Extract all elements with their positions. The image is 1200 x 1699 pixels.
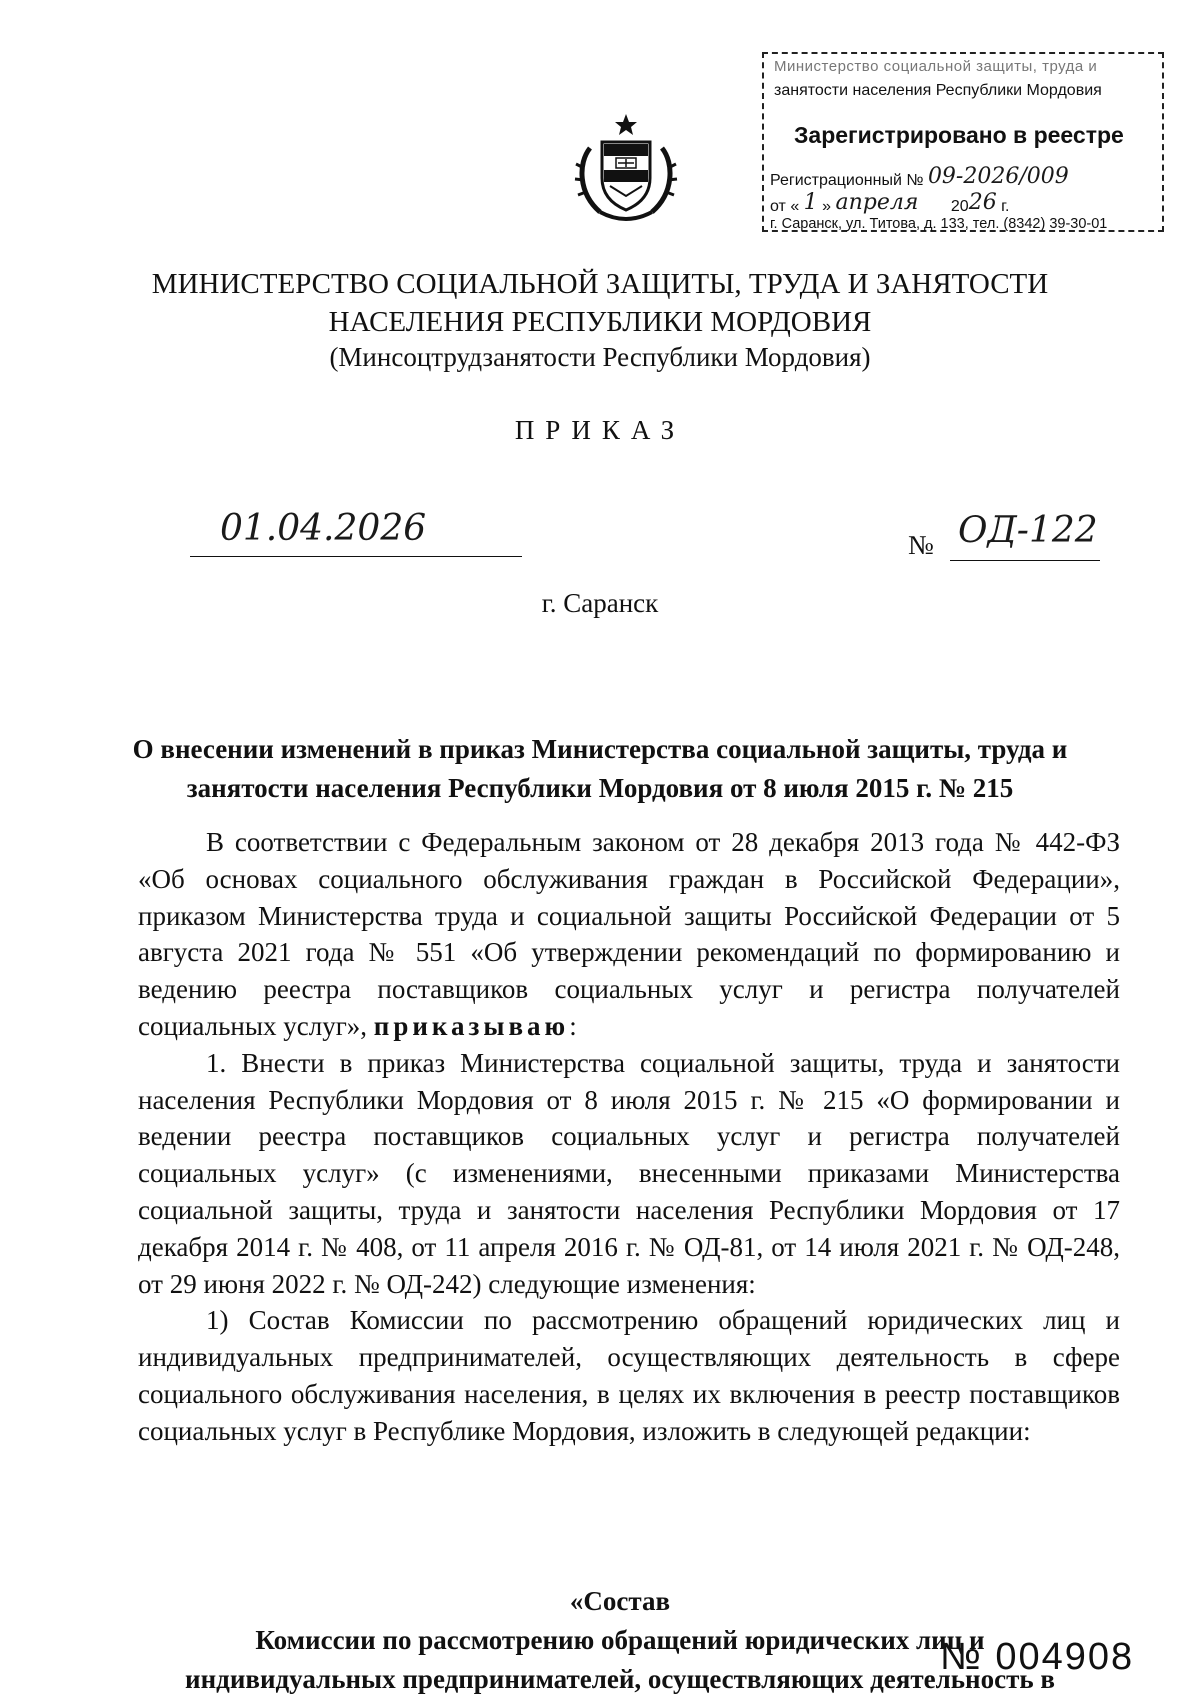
order-date-handwritten: 01.04.2026 xyxy=(220,508,427,549)
order-number-underline xyxy=(950,560,1100,561)
composition-line3: индивидуальных предпринимателей, осуществляющих деятельность в xyxy=(185,1664,1055,1694)
coat-of-arms-icon xyxy=(570,108,682,228)
stamp-registration-number xyxy=(770,166,1069,191)
stamp-title: Зарегистрировано в реестре xyxy=(794,122,1124,148)
stamp-from-suffix: г. xyxy=(1001,198,1010,215)
stamp-registration-date xyxy=(770,192,1009,217)
ministry-name-line1: МИНИСТЕРСТВО СОЦИАЛЬНОЙ ЗАЩИТЫ, ТРУДА И ЗАНЯТОСТИ xyxy=(151,268,1049,300)
ministry-name-line2: НАСЕЛЕНИЯ РЕСПУБЛИКИ МОРДОВИЯ xyxy=(328,306,872,338)
order-number-handwritten: ОД-122 xyxy=(958,510,1098,551)
body-paragraph-subitem1: 1) Состав Комиссии по рассмотрению обращений юридических лиц и индивидуальных предпринимателей, осуществляющих деятельность в сфере социального обслуживания населения, в целях их включения в реестр поставщиков социальных услуг в Республике Мордовия, изложить в следующей редакции: xyxy=(138,1305,1120,1446)
stamp-from-mid: » xyxy=(822,198,832,215)
stamp-from-year-handwritten: 26 xyxy=(968,190,997,215)
preamble-text: В соответствии с Федеральным законом от 28 декабря 2013 года № 442-ФЗ «Об основах социального обслуживания граждан в Российской Федерации», приказом Министерства труда и социальной защиты Российской Федерации от 5 августа 2021 года № 551 «Об утверждении рекомендаций по формированию и ведению реестра поставщиков социальных услуг и регистра получателей социальных услуг», xyxy=(138,827,1120,1041)
stamp-from-prefix: от « xyxy=(770,198,800,215)
order-date-underline xyxy=(190,556,522,557)
order-body xyxy=(138,824,1120,1450)
order-subject: О внесении изменений в приказ Министерства социальной защиты, труда и занятости населения Республики Мордовия от 8 июля 2015 г. № 215 xyxy=(132,734,1068,803)
body-paragraph-item1: 1. Внести в приказ Министерства социальной защиты, труда и занятости населения Республики Мордовия от 8 июля 2015 г. № 215 «О формировании и ведении реестра поставщиков социальных услуг и регистра получателей социальных услуг» (с изменениями, внесенными приказами Министерства социальной защиты, труда и занятости населения Республики Мордовия от 17 декабря 2014 г. № 408, от 11 апреля 2016 г. № ОД-81, от 14 июля 2021 г. № ОД-248, от 29 июня 2022 г. № ОД-242) следующие изменения: xyxy=(138,1047,1120,1299)
stamp-reg-number-handwritten: 09-2026/009 xyxy=(927,164,1069,189)
form-serial-number: № 004908 xyxy=(940,1636,1135,1678)
ministry-short-name: (Минсоцтрудзанятости Республики Мордовия) xyxy=(329,342,871,372)
stamp-address: г. Саранск, ул. Титова, д. 133, тел. (8342) 39-30-01 xyxy=(770,216,1108,232)
preamble-emphasis: приказываю xyxy=(373,1010,570,1041)
stamp-ministry-line1: Министерство социальной защиты, труда и xyxy=(774,58,1098,75)
document-type-title: ПРИКАЗ xyxy=(514,415,686,445)
stamp-from-year-prefix: 20 xyxy=(950,198,969,215)
order-number-sign: № xyxy=(908,530,934,560)
registration-stamp xyxy=(762,52,1164,232)
order-city: г. Саранск xyxy=(541,588,659,618)
body-paragraph-preamble xyxy=(138,824,1120,1045)
stamp-ministry-line2: занятости населения Республики Мордовия xyxy=(774,82,1102,99)
stamp-reg-label: Регистрационный № xyxy=(770,172,924,189)
composition-line2: Комиссии по рассмотрению обращений юридических лиц и xyxy=(255,1625,985,1655)
preamble-end: : xyxy=(569,1010,577,1041)
composition-line1: «Состав xyxy=(569,1586,671,1616)
stamp-from-day-handwritten: 1 xyxy=(803,190,818,215)
stamp-from-month-handwritten: апреля xyxy=(835,190,919,215)
